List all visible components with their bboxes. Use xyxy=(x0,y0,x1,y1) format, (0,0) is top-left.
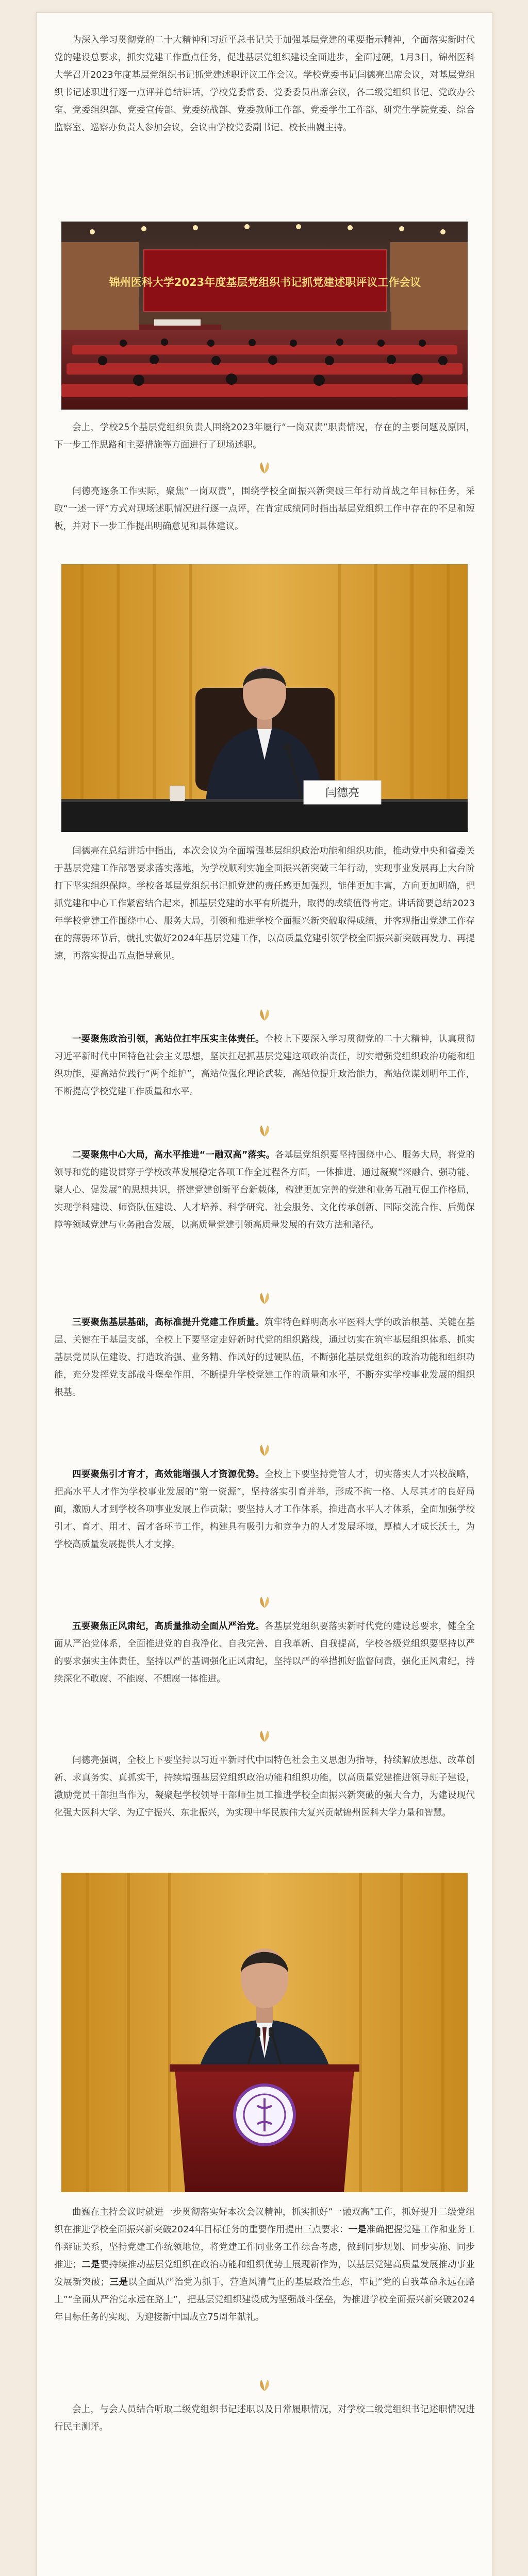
paragraph-4: 闫德亮在总结讲话中指出，本次会议为全面增强基层组织政治功能和组织功能，推动党中央和省委关于基层党建工作部署要求落实落地，为学校顺利实施全面振兴新突破三年行动，实现事业发展再上大台阶打下坚实组织保障。学校各基层党组织书记抓党建的责任感更加强烈，能伴更加丰富，方向更加明确，把抓党建和中心工作紧密结合起来，抓基层党建的水平有所提升，取得的成绩值得肯定。讲话简要总结2023年学校党建工作围绕中心、服务大局，引领和推进学校全面振兴新突破取得成绩，并客观指出党建工作存在的薄弱环节后，就扎实做好2024年基层党建工作，以高质量党建引领学校全面振兴新突破再发力、再提速，再落实提出五点指导意见。 xyxy=(54,846,475,961)
section-5-body: 各基层党组织要落实新时代党的建设总要求，健全全面从严治党体系，全面推进党的自我净化、自我完善、自我革新、自我提高，学校各级党组织要坚持以严的要求强实主体责任，坚持以严的基调强化正风肃纪，坚持以严的举措抓好监督问责，强化正风肃纪，持续深化不敢腐、不能腐、不想腐一体推进。 xyxy=(54,1621,475,1684)
hall-banner-text: 锦州医科大学2023年度基层党组织书记抓党建述职评议工作会议 xyxy=(109,276,421,289)
photo-presider-qu xyxy=(61,1873,468,2192)
section-1-block xyxy=(54,1030,475,1100)
intro-paragraph: 为深入学习贯彻党的二十大精神和习近平总书记关于加强基层党建的重要指示精神，全面落实新时代党的建设总要求，抓实党建工作重点任务，促进基层党组织建设全面进步，全面过硬，1月3日，锦州医科大学召开2023年度基层党组织书记抓党建述职评议工作会议。学校党委书记闫德亮出席会议，对基层党组织书记述职进行逐一点评并总结讲话，学校党委常委、党委委员出席会议，各二级党组织书记、党政办公室、党委组织部、党委宣传部、党委统战部、党委教师工作部、党委学生工作部、研究生学院党委、综合监察室、巡察办负责人参加会议，会议由学校党委副书记、校长曲巍主持。 xyxy=(54,35,475,133)
intro-paragraph-block xyxy=(54,31,475,137)
section-5-block xyxy=(54,1618,475,1688)
conference-hall-image xyxy=(61,222,468,410)
leaf-ornament-icon xyxy=(257,461,272,474)
speaker-nameplate: 闫德亮 xyxy=(325,787,360,800)
separator-8 xyxy=(37,2378,492,2393)
photo-speaker-yan xyxy=(61,564,468,832)
point-3-text: 以全面从严治党为抓手，营造风清气正的基层政治生态，牢记“党的自我革命永远在路上”“全面从严治党永远在路上”，把基层党组织建设成为坚强战斗堡垒，为推进学校全面振兴新突破2024年目标任务的实现、为迎接新中国成立75周年献礼。 xyxy=(54,2277,475,2323)
paragraph-7-block xyxy=(54,2401,475,2436)
separator-3 xyxy=(37,1123,492,1139)
paragraph-3: 闫德亮逐条工作实际，聚焦“一岗双责”，围绕学校全面振兴新突破三年行动首战之年目标任务，采取“一述一评”方式对现场述职情况进行逐一点评，在肯定成绩同时指出基层党组织工作中存在的不足和短板，并对下一步工作提出明确意见和具体建议。 xyxy=(54,486,475,532)
point-1-text: 准确把握党建工作和业务工作辩证关系，坚持党建工作统领地位，将党建工作同业务工作综合考虑，做到同步规划、同步实施、同步推进； xyxy=(54,2225,475,2270)
speaker-image xyxy=(61,564,468,832)
separator-7 xyxy=(37,1728,492,1744)
separator-5 xyxy=(37,1443,492,1458)
section-5-title: 五要聚焦正风肃纪，高质量推动全面从严治党。 xyxy=(72,1621,265,1632)
paragraph-6-intro: 曲巍在主持会议时就进一步贯彻落实好本次会议精神，抓实抓好“一融双高”工作，抓好提升二级党组织在推进学校全面振兴新突破2024年目标任务的重要作用提出三点要求： xyxy=(54,2207,475,2235)
section-3-body: 筑牢特色鲜明高水平医科大学的政治根基、关键在基层、关键在于基层支部，全校上下要坚定走好新时代党的组织路线，通过切实在筑牢基层组织体系、抓实基层党员队伍建设、打造政治强、业务精、作风好的过硬队伍，不断强化基层党组织的政治功能和组织功能，充分发挥党支部战斗堡垒作用，不断提升学校党建工作的质量和水平，不断夯实学校事业发展的组织根基。 xyxy=(54,1317,475,1398)
section-2 xyxy=(54,1146,475,1234)
leaf-ornament-icon xyxy=(257,2379,272,2392)
point-2-text: 要持续推动基层党组织在政治功能和组织优势上展现新作为，以基层党建高质量发展推动事业发展新突破； xyxy=(54,2260,475,2287)
leaf-ornament-icon xyxy=(257,1596,272,1609)
section-3-block xyxy=(54,1314,475,1401)
leaf-ornament-icon xyxy=(257,1730,272,1743)
point-2-label: 二是 xyxy=(81,2260,100,2270)
paragraph-2: 会上，学校25个基层党组织负责人围绕2023年履行“一岗双责”职责情况，存在的主要问题及原因，下一步工作思路和主要措施等方面进行了现场述职。 xyxy=(54,422,475,450)
paragraph-2-block xyxy=(54,419,475,454)
section-2-block xyxy=(54,1146,475,1234)
section-4 xyxy=(54,1466,475,1553)
presider-image xyxy=(61,1873,468,2192)
photo-conference-hall xyxy=(61,222,468,410)
leaf-ornament-icon xyxy=(257,1292,272,1305)
section-3 xyxy=(54,1314,475,1401)
leaf-ornament-icon xyxy=(257,1124,272,1138)
paragraph-4-block xyxy=(54,842,475,965)
paragraph-6 xyxy=(54,2204,475,2326)
section-1-title: 一要聚焦政治引领，高站位扛牢压实主体责任。 xyxy=(72,1034,265,1044)
paragraph-5: 闫德亮强调，全校上下要坚持以习近平新时代中国特色社会主义思想为指导，持续解放思想、改革创新、求真务实、真抓实干，持续增强基层党组织政治功能和组织功能，以高质量党建推进领导班子建设，激励党员干部担当作为，凝聚起学校领导干部师生员工推进学校全面振兴新突破的强大合力，为建设现代化强大医科大学、为辽宁振兴、东北振兴，为实现中华民族伟大复兴贡献锦州医科大学力量和智慧。 xyxy=(54,1755,475,1818)
article-card xyxy=(36,12,493,2576)
point-1-label: 一是 xyxy=(348,2225,367,2235)
section-3-title: 三要聚焦基层基础，高标准提升党建工作质量。 xyxy=(72,1317,265,1328)
separator-2 xyxy=(37,1007,492,1023)
point-3-label: 三是 xyxy=(109,2277,128,2287)
section-4-block xyxy=(54,1466,475,1553)
separator-1 xyxy=(37,460,492,476)
leaf-ornament-icon xyxy=(257,1008,272,1022)
leaf-ornament-icon xyxy=(257,1444,272,1457)
section-1 xyxy=(54,1030,475,1100)
paragraph-5-block xyxy=(54,1752,475,1822)
paragraph-7: 会上，与会人员结合听取二级党组织书记述职以及日常履职情况，对学校二级党组织书记述职情况进行民主测评。 xyxy=(54,2404,475,2432)
section-1-body: 全校上下要深入学习贯彻党的二十大精神，认真贯彻习近平新时代中国特色社会主义思想，坚决扛起抓基层党建这项政治责任，切实增强党组织政治功能和组织功能，要高站位践行“两个维护”，高站位强化理论武装，高站位提升政治能力，高站位谋划明年工作，不断提高学校党建工作质量和水平。 xyxy=(54,1034,475,1097)
section-4-title: 四要聚焦引才育才，高效能增强人才资源优势。 xyxy=(72,1469,265,1480)
separator-4 xyxy=(37,1291,492,1306)
section-4-body: 全校上下要坚持党管人才，切实落实人才兴校战略，把高水平人才作为学校事业发展的“第一资源”，坚持落实引育并举，形成不拘一格、人尽其才的良好局面，激励人才到学校各项事业发展上作贡献；要坚持人才工作体系，推进高水平人才体系，全面加强学校引才、育才、用才、留才各环节工作，构建具有吸引力和竞争力的人才发展环境，厚植人才成长沃土，为学校高质量发展提供人才支撑。 xyxy=(54,1469,475,1550)
section-2-body: 各基层党组织要坚持围绕中心、服务大局，将党的领导和党的建设贯穿于学校改革发展稳定各项工作全过程各方面，一体推进，通过凝聚“深融合、强功能、聚人心、促发展”的思想共识，搭建党建创新平台新载体，构建更加完善的党建和业务互融互促工作格局，实现学科建设、师资队伍建设、人才培养、科学研究、社会服务、文化传承创新、国际交流合作、后勤保障等领域党建与业务融合发展，以高质量党建引领高质量发展的有效方法和路径。 xyxy=(54,1150,475,1230)
section-2-title: 二要聚焦中心大局，高水平推进“一融双高”落实。 xyxy=(72,1150,275,1160)
separator-6 xyxy=(37,1595,492,1610)
section-5 xyxy=(54,1618,475,1688)
paragraph-6-block xyxy=(54,2204,475,2326)
paragraph-3-block xyxy=(54,483,475,535)
